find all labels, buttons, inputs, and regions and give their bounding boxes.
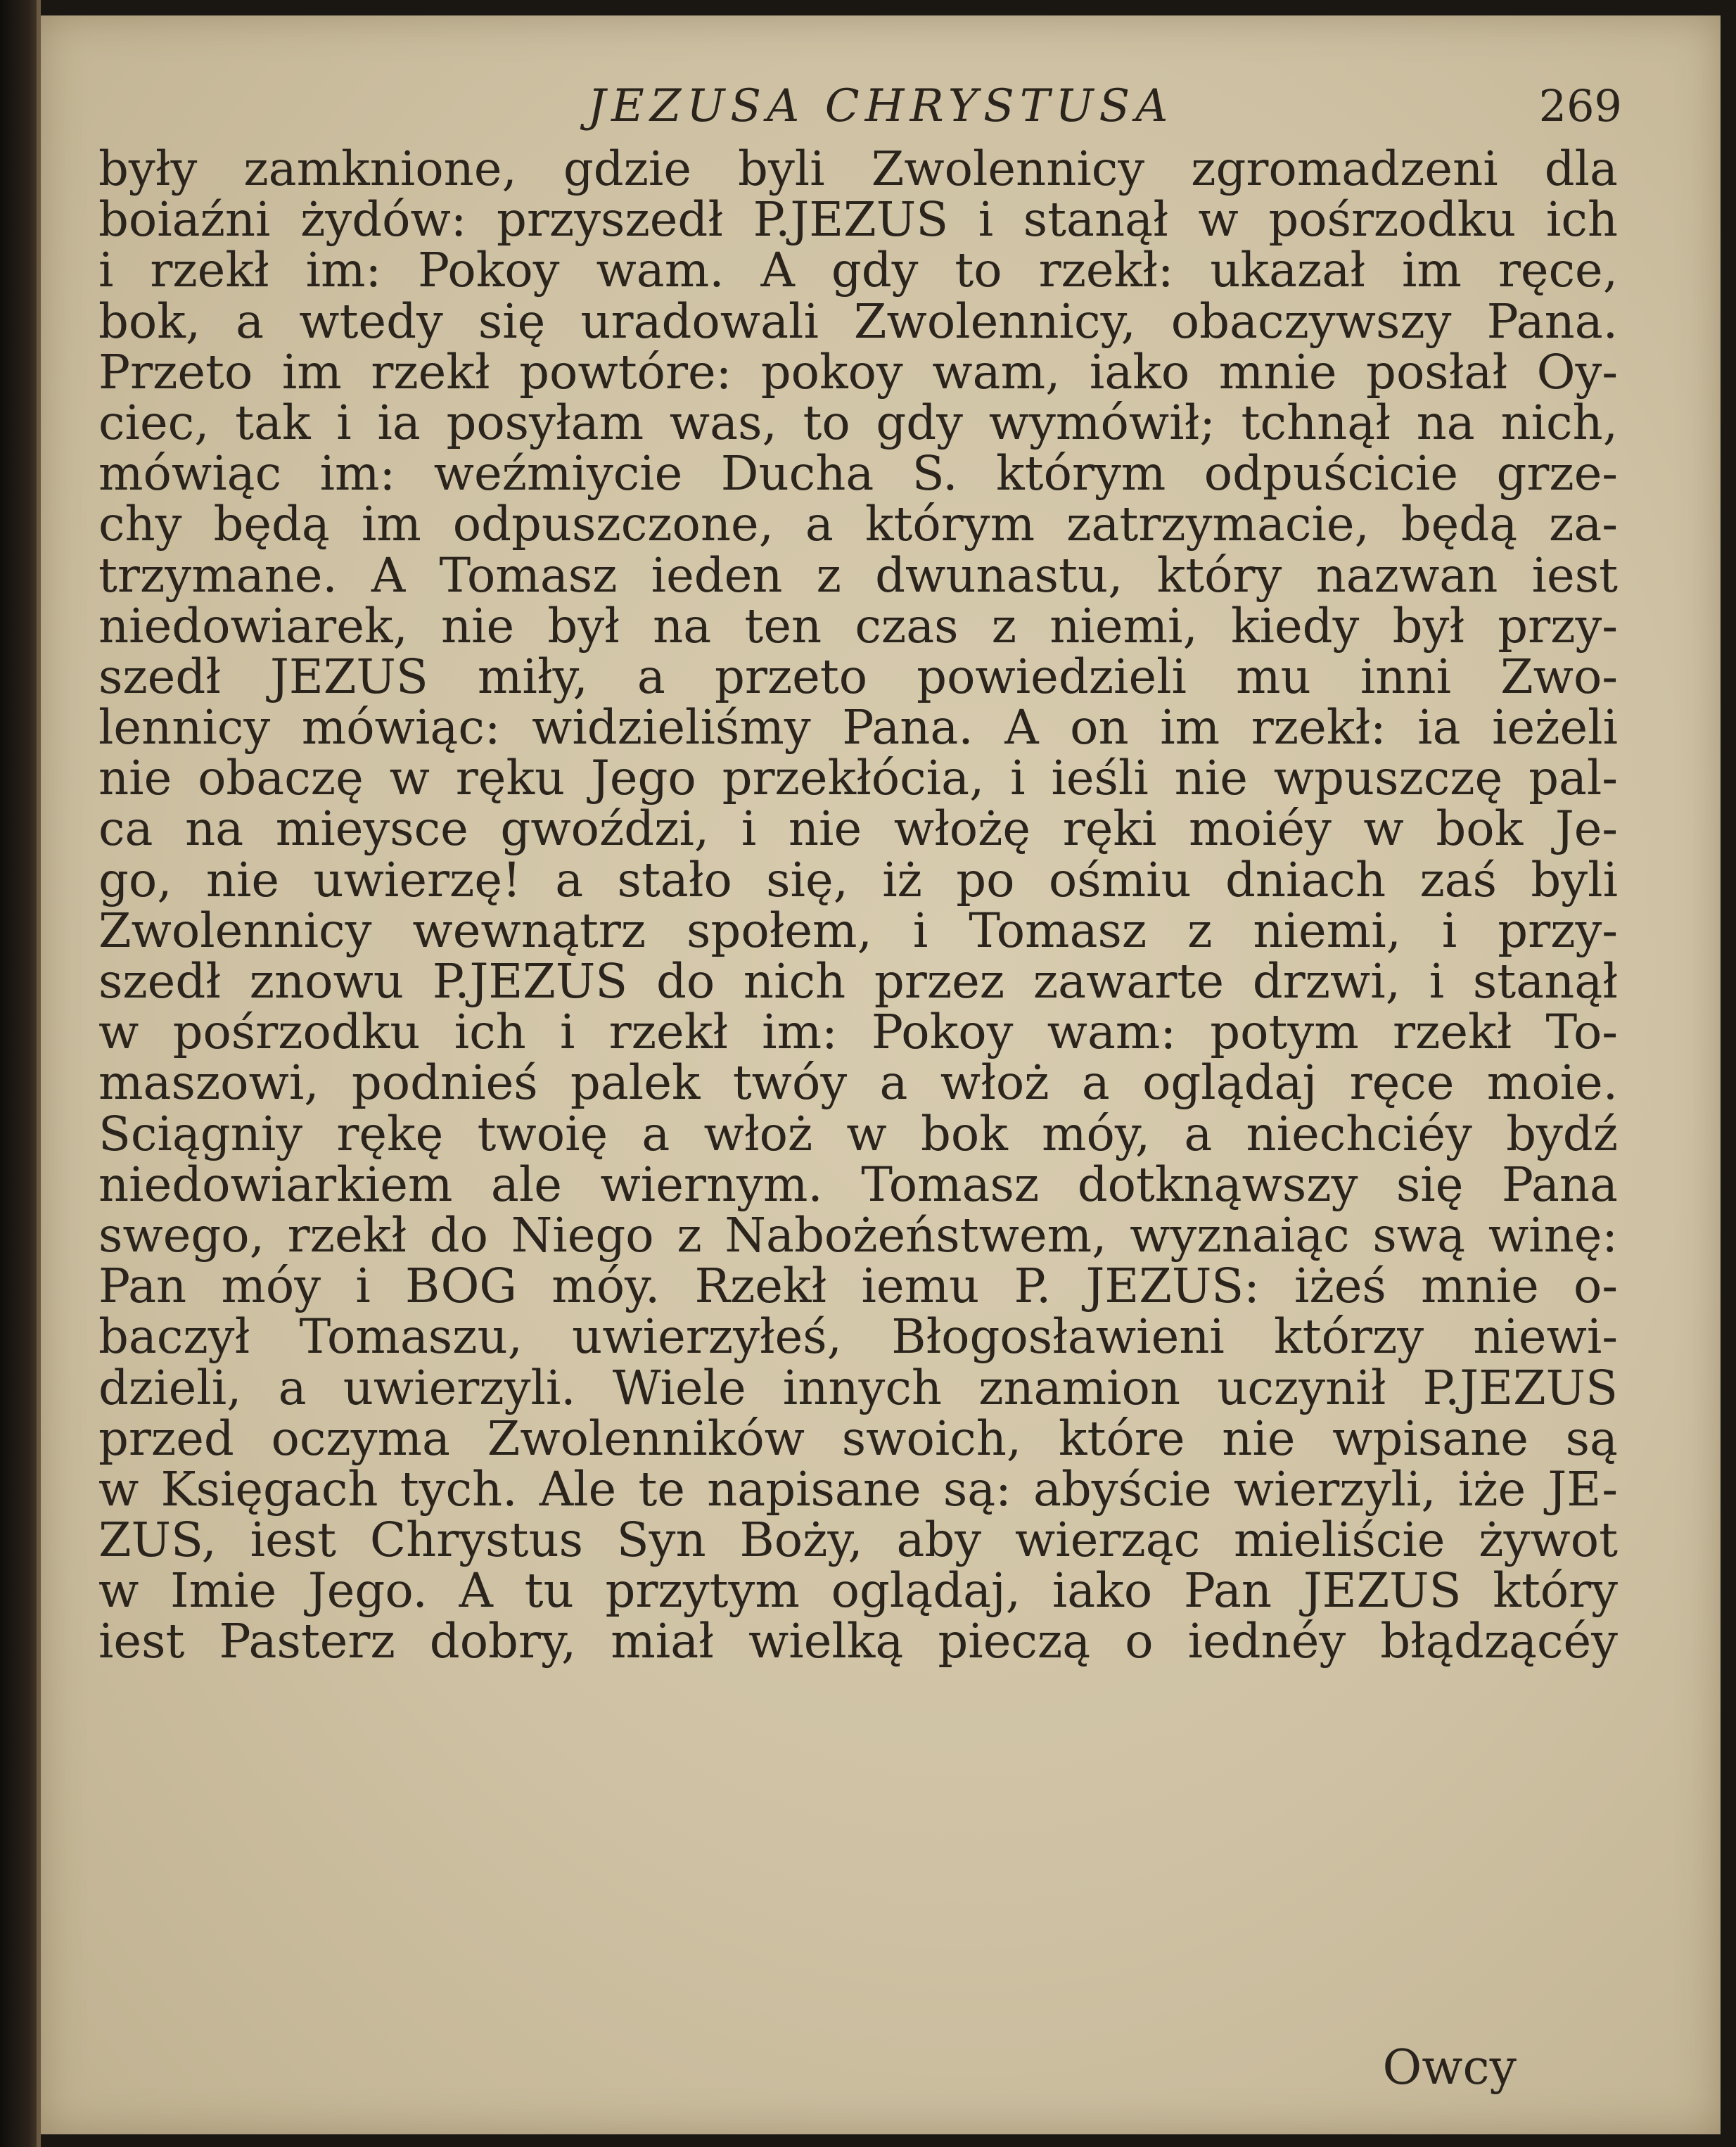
text-line: chy będą im odpuszczone, a którym zatrzymacie, będą za- [98, 497, 1618, 552]
text-line: Przeto im rzekł powtóre: pokoy wam, iako mnie posłał Oy- [98, 344, 1618, 400]
text-line: Pan móy i BOG móy. Rzekł iemu P. JEZUS: iżeś mnie o- [98, 1259, 1618, 1314]
text-line: Zwolennicy wewnątrz społem, i Tomasz z niemi, i przy- [98, 903, 1618, 958]
text-line: ZUS, iest Chrystus Syn Boży, aby wierząc mieliście żywot [98, 1512, 1618, 1568]
text-line: i rzekł im: Pokoy wam. A gdy to rzekł: ukazał im ręce, [98, 243, 1618, 298]
text-line: lennicy mówiąc: widzieliśmy Pana. A on im rzekł: ia ieżeli [98, 700, 1618, 756]
text-line: w Księgach tych. Ale te napisane są: abyście wierzyli, iże JE- [98, 1461, 1618, 1517]
text-line: maszowi, podnieś palek twóy a włoż a oglądaj ręce moie. [98, 1055, 1618, 1111]
text-line: baczył Tomaszu, uwierzyłeś, Błogosławieni którzy niewi- [98, 1309, 1618, 1365]
text-line: szedł znowu P.JEZUS do nich przez zawarte drzwi, i stanął [98, 954, 1618, 1009]
text-line: mówiąc im: weźmiycie Ducha S. którym odpuścicie grze- [98, 446, 1618, 502]
text-line: Sciągniy rękę twoię a włoż w bok móy, a niechciéy bydź [98, 1106, 1618, 1161]
page-paper [41, 15, 1721, 2134]
text-line: przed oczyma Zwolenników swoich, które nie wpisane są [98, 1410, 1618, 1466]
text-line: niedowiarkiem ale wiernym. Tomasz dotknąwszy się Pana [98, 1157, 1618, 1212]
text-line: szedł JEZUS miły, a przeto powiedzieli mu inni Zwo- [98, 649, 1618, 704]
text-line: w pośrzodku ich i rzekł im: Pokoy wam: potym rzekł To- [98, 1005, 1618, 1060]
text-line: swego, rzekł do Niego z Nabożeństwem, wyznaiąc swą winę: [98, 1207, 1618, 1263]
text-line: w Imie Jego. A tu przytym oglądaj, iako Pan JEZUS który [98, 1563, 1618, 1619]
text-line: nie obaczę w ręku Jego przekłócia, i ieśli nie wpuszczę pal- [98, 751, 1618, 806]
text-line: iest Pasterz dobry, miał wielką pieczą o iednéy błądzącéy [98, 1614, 1618, 1669]
text-line: ca na mieysce gwoździ, i nie włożę ręki moiéy w bok Je- [98, 801, 1618, 857]
text-line: ciec, tak i ia posyłam was, to gdy wymówił; tchnął na nich, [98, 395, 1618, 450]
text-line: niedowiarek, nie był na ten czas z niemi, kiedy był przy- [98, 598, 1618, 654]
text-line: bok, a wtedy się uradowali Zwolennicy, obaczywszy Pana. [98, 293, 1618, 349]
body-text [98, 141, 1618, 1669]
text-line: trzymane. A Tomasz ieden z dwunastu, który nazwan iest [98, 547, 1618, 603]
page-header [41, 80, 1721, 144]
text-line: go, nie uwierzę! a stało się, iż po ośmiu dniach zaś byli [98, 852, 1618, 907]
text-line: dzieli, a uwierzyli. Wiele innych znamion uczynił P.JEZUS [98, 1360, 1618, 1415]
book-gutter [0, 0, 41, 2147]
page-number: 269 [1538, 80, 1622, 132]
running-title: JEZUSA CHRYSTUSA [587, 80, 1174, 132]
text-line: były zamknione, gdzie byli Zwolennicy zgromadzeni dla [98, 141, 1618, 196]
text-line: boiaźni żydów: przyszedł P.JEZUS i stanął w pośrzodku ich [98, 192, 1618, 248]
catchword: Owcy [1382, 2040, 1517, 2096]
